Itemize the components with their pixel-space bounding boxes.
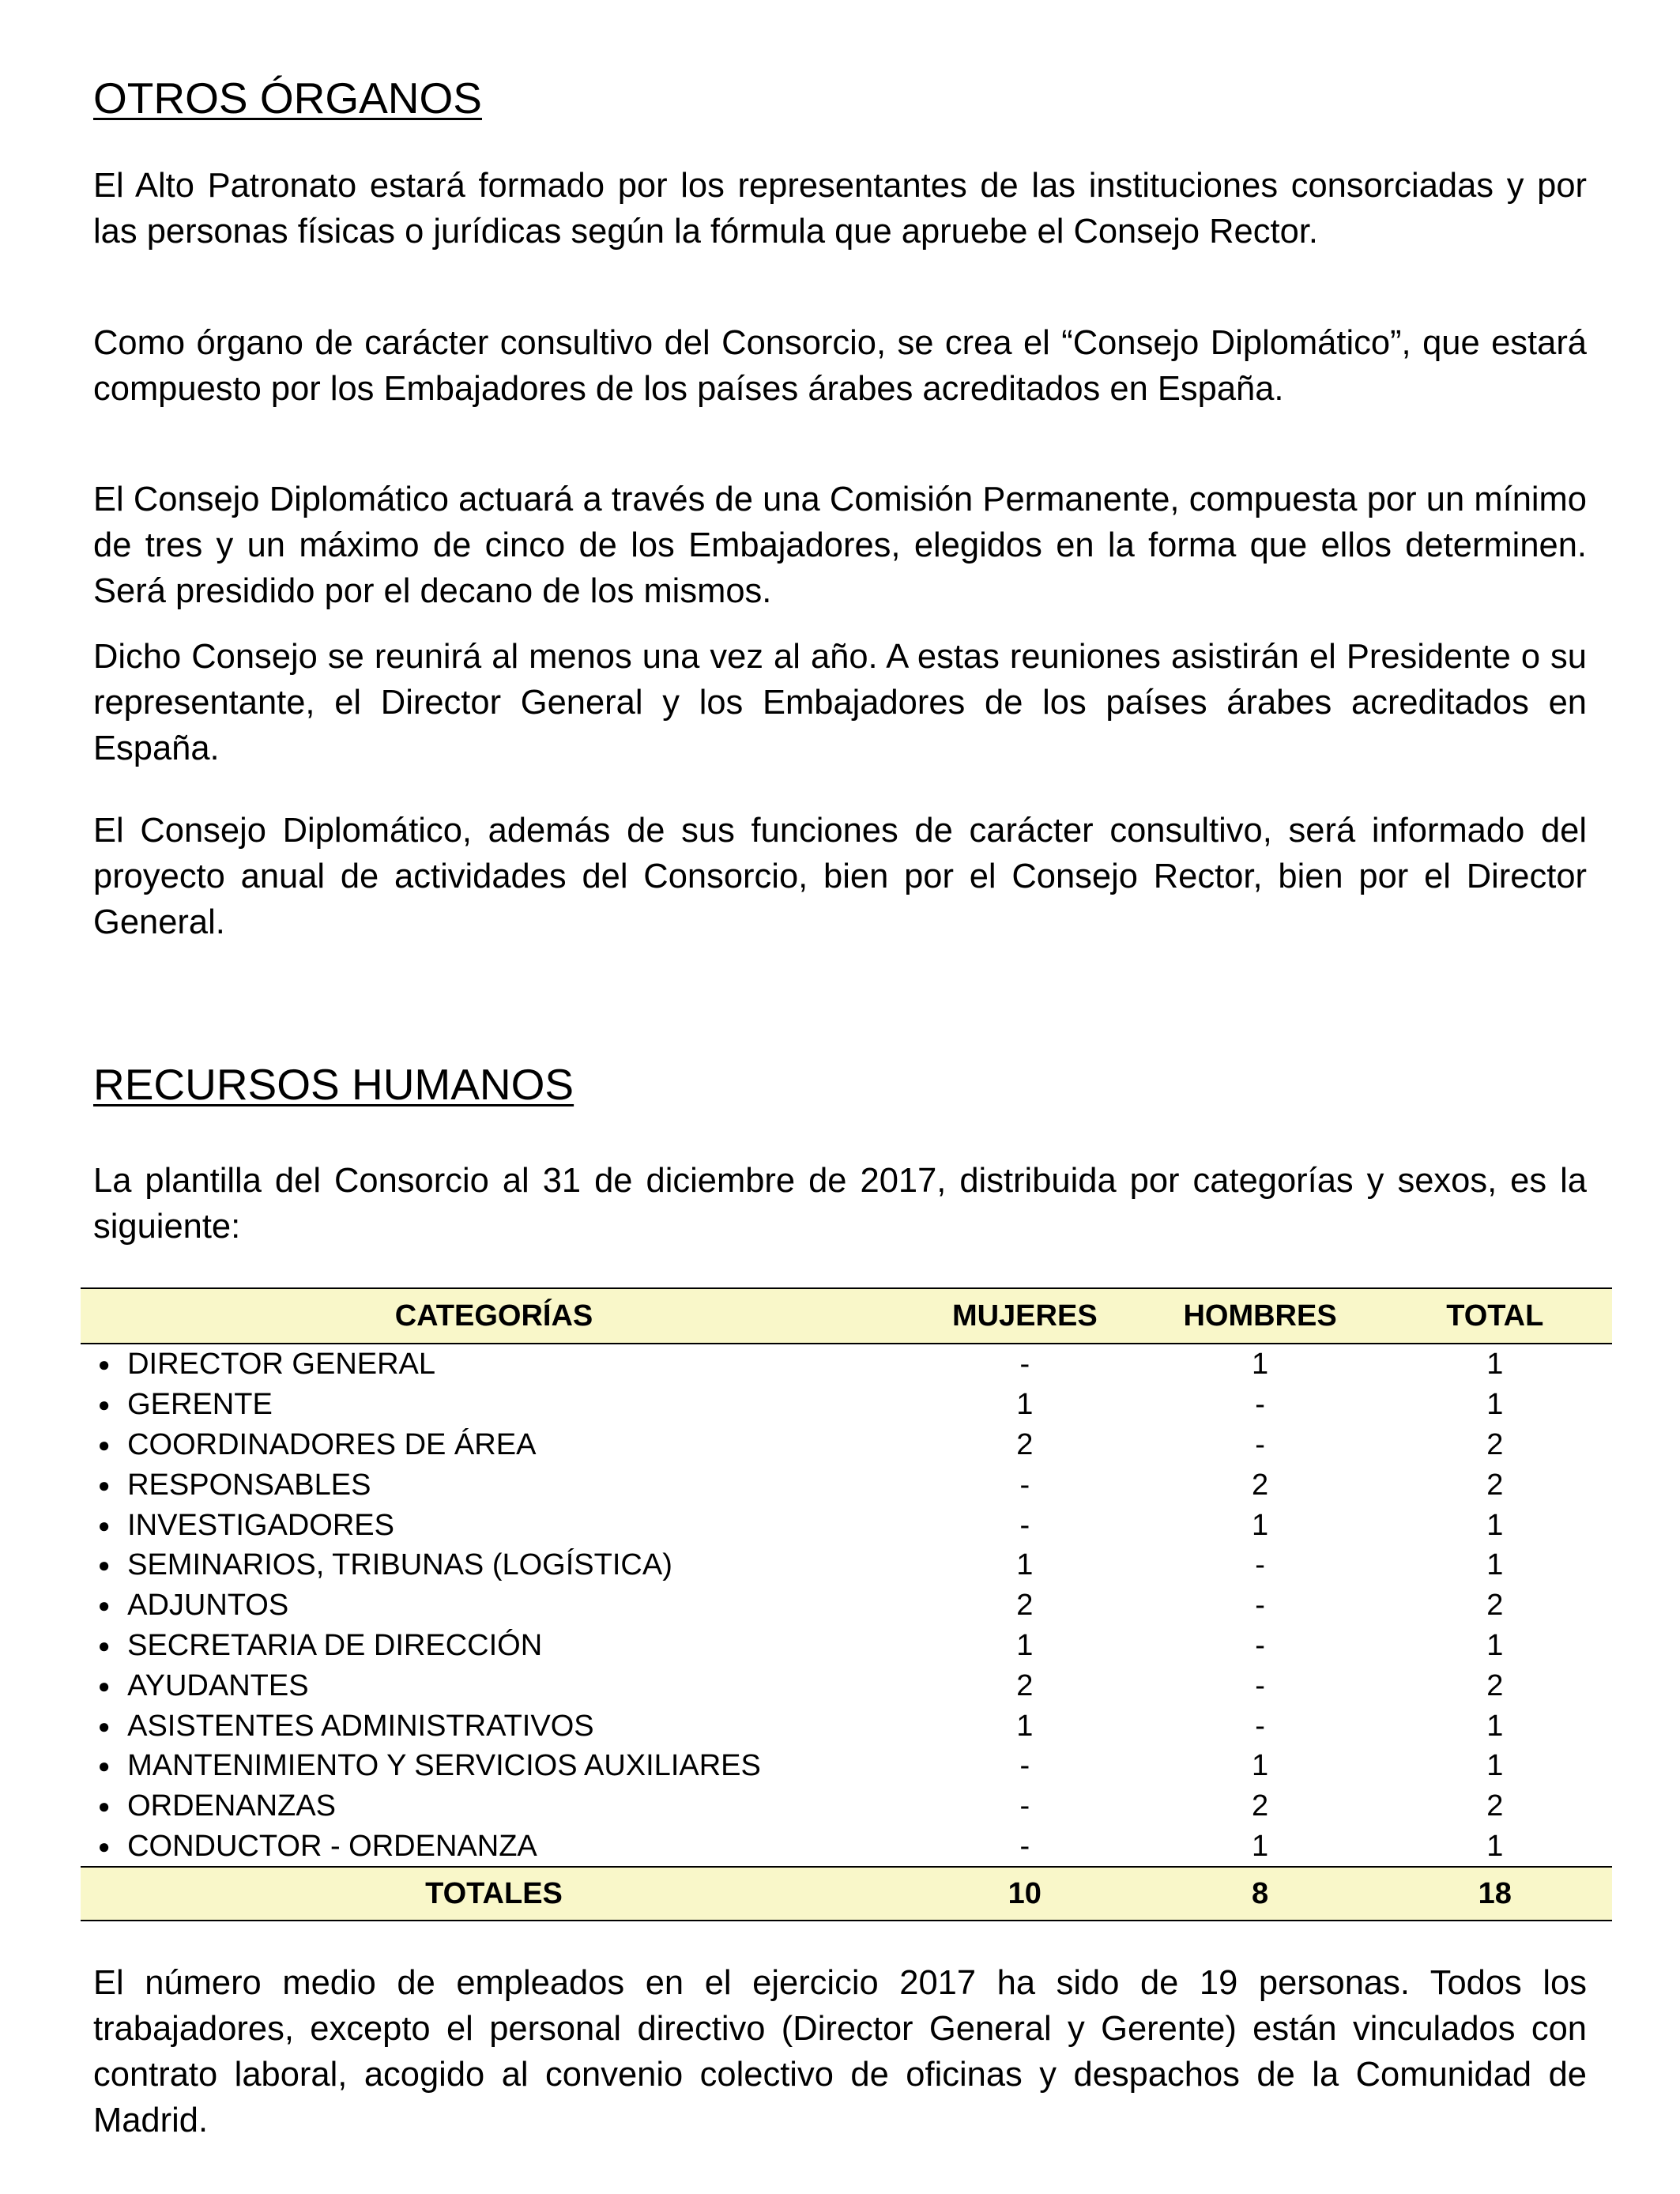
paragraph-alto-patronato: El Alto Patronato estará formado por los representantes de las instituciones consorciadas y por las personas físicas o jurídicas según la fórmula que apruebe el Consejo Rector. <box>93 167 1587 251</box>
row-categoria: AYUDANTES <box>127 1668 309 1702</box>
table-body <box>81 1344 1612 1921</box>
header-total: TOTAL <box>1378 1288 1612 1344</box>
row-categoria: RESPONSABLES <box>127 1468 371 1502</box>
paragraph-consejo-diplomatico: Como órgano de carácter consultivo del Consorcio, se crea el “Consejo Diplomático”, que estará compuesto por los Embajadores de los países árabes acreditados en España. <box>93 324 1587 408</box>
row-categoria: SECRETARIA DE DIRECCIÓN <box>127 1628 543 1662</box>
row-hombres: - <box>1255 1628 1265 1662</box>
row-hombres: 1 <box>1252 1348 1269 1382</box>
staff-table <box>81 1287 1612 1921</box>
row-total: 2 <box>1486 1668 1504 1702</box>
row-categoria: INVESTIGADORES <box>127 1508 394 1542</box>
row-total: 2 <box>1486 1468 1504 1502</box>
table-row <box>81 1826 1612 1868</box>
row-hombres: 2 <box>1252 1468 1269 1502</box>
row-mujeres: 1 <box>1016 1709 1034 1743</box>
bullet-icon: ● <box>97 1754 111 1778</box>
bullet-icon: ● <box>97 1633 111 1657</box>
row-total: 1 <box>1486 1829 1504 1863</box>
totals-total: 18 <box>1378 1867 1612 1921</box>
header-hombres: HOMBRES <box>1143 1288 1378 1344</box>
row-hombres: - <box>1255 1388 1265 1422</box>
bullet-icon: ● <box>97 1472 111 1497</box>
row-categoria: GERENTE <box>127 1388 273 1422</box>
section-title-otros-organos: OTROS ÓRGANOS <box>93 74 482 123</box>
row-hombres: 1 <box>1252 1829 1269 1863</box>
bullet-icon: ● <box>97 1352 111 1377</box>
table-row <box>81 1425 1612 1465</box>
table-row <box>81 1465 1612 1505</box>
paragraph-numero-medio-empleados: El número medio de empleados en el ejercicio 2017 ha sido de 19 personas. Todos los trabajadores, excepto el personal directivo (Director General y Gerente) están vinculados con contrato laboral, acogido al convenio colectivo de oficinas y despachos de la Comunidad de Madrid. <box>93 1964 1587 2139</box>
table-row <box>81 1585 1612 1626</box>
row-hombres: - <box>1255 1427 1265 1461</box>
bullet-icon: ● <box>97 1834 111 1858</box>
bullet-icon: ● <box>97 1553 111 1578</box>
table-row <box>81 1505 1612 1545</box>
header-categorias: CATEGORÍAS <box>81 1288 907 1344</box>
bullet-icon: ● <box>97 1593 111 1618</box>
header-mujeres: MUJERES <box>907 1288 1143 1344</box>
row-mujeres: - <box>1019 1468 1030 1502</box>
row-categoria: SEMINARIOS, TRIBUNAS (LOGÍSTICA) <box>127 1548 672 1582</box>
row-hombres: - <box>1255 1668 1265 1702</box>
row-total: 1 <box>1486 1548 1504 1582</box>
row-hombres: - <box>1255 1548 1265 1582</box>
table-row <box>81 1626 1612 1666</box>
paragraph-reuniones: Dicho Consejo se reunirá al menos una vez al año. A estas reuniones asistirán el Presidente o su representante, el Director General y los Embajadores de los países árabes acreditados en España. <box>93 638 1587 767</box>
row-categoria: MANTENIMIENTO Y SERVICIOS AUXILIARES <box>127 1749 761 1783</box>
row-hombres: - <box>1255 1589 1265 1623</box>
row-categoria: ASISTENTES ADMINISTRATIVOS <box>127 1709 594 1743</box>
row-mujeres: 2 <box>1016 1427 1034 1461</box>
row-hombres: 1 <box>1252 1508 1269 1542</box>
row-total: 1 <box>1486 1388 1504 1422</box>
row-mujeres: 1 <box>1016 1388 1034 1422</box>
row-mujeres: 2 <box>1016 1668 1034 1702</box>
bullet-icon: ● <box>97 1393 111 1417</box>
bullet-icon: ● <box>97 1513 111 1537</box>
row-total: 2 <box>1486 1589 1504 1623</box>
row-hombres: 1 <box>1252 1749 1269 1783</box>
bullet-icon: ● <box>97 1794 111 1819</box>
table-row <box>81 1786 1612 1826</box>
row-mujeres: - <box>1019 1348 1030 1382</box>
row-total: 1 <box>1486 1749 1504 1783</box>
table-row <box>81 1665 1612 1706</box>
row-total: 1 <box>1486 1508 1504 1542</box>
row-total: 2 <box>1486 1789 1504 1823</box>
row-hombres: - <box>1255 1709 1265 1743</box>
row-categoria: COORDINADORES DE ÁREA <box>127 1427 537 1461</box>
row-total: 2 <box>1486 1427 1504 1461</box>
table-row <box>81 1385 1612 1425</box>
row-hombres: 2 <box>1252 1789 1269 1823</box>
row-total: 1 <box>1486 1348 1504 1382</box>
row-total: 1 <box>1486 1709 1504 1743</box>
table-row <box>81 1344 1612 1385</box>
totals-mujeres: 10 <box>907 1867 1143 1921</box>
table-row <box>81 1746 1612 1786</box>
section-title-recursos-humanos: RECURSOS HUMANOS <box>93 1060 574 1109</box>
row-mujeres: - <box>1019 1829 1030 1863</box>
totals-row <box>81 1867 1612 1921</box>
table-row <box>81 1706 1612 1746</box>
row-categoria: CONDUCTOR - ORDENANZA <box>127 1829 537 1863</box>
row-categoria: DIRECTOR GENERAL <box>127 1348 436 1382</box>
table-header-row <box>81 1288 1612 1344</box>
row-mujeres: 1 <box>1016 1548 1034 1582</box>
row-mujeres: - <box>1019 1749 1030 1783</box>
totals-hombres: 8 <box>1143 1867 1378 1921</box>
bullet-icon: ● <box>97 1673 111 1698</box>
row-mujeres: 2 <box>1016 1589 1034 1623</box>
paragraph-comision-permanente: El Consejo Diplomático actuará a través de una Comisión Permanente, compuesta por un mínimo de tres y un máximo de cinco de los Embajadores, elegidos en la forma que ellos determinen. Será presidido por el decano de los mismos. <box>93 481 1587 610</box>
row-total: 1 <box>1486 1628 1504 1662</box>
row-categoria: ADJUNTOS <box>127 1589 289 1623</box>
bullet-icon: ● <box>97 1713 111 1738</box>
table-row <box>81 1545 1612 1585</box>
paragraph-funciones-consultivo: El Consejo Diplomático, además de sus funciones de carácter consultivo, será informado del proyecto anual de actividades del Consorcio, bien por el Consejo Rector, bien por el Director General. <box>93 812 1587 941</box>
row-mujeres: - <box>1019 1508 1030 1542</box>
paragraph-plantilla-intro: La plantilla del Consorcio al 31 de diciembre de 2017, distribuida por categorías y sexos, es la siguiente: <box>93 1162 1587 1246</box>
totals-label: TOTALES <box>81 1867 907 1921</box>
row-mujeres: 1 <box>1016 1628 1034 1662</box>
bullet-icon: ● <box>97 1432 111 1457</box>
row-mujeres: - <box>1019 1789 1030 1823</box>
row-categoria: ORDENANZAS <box>127 1789 337 1823</box>
